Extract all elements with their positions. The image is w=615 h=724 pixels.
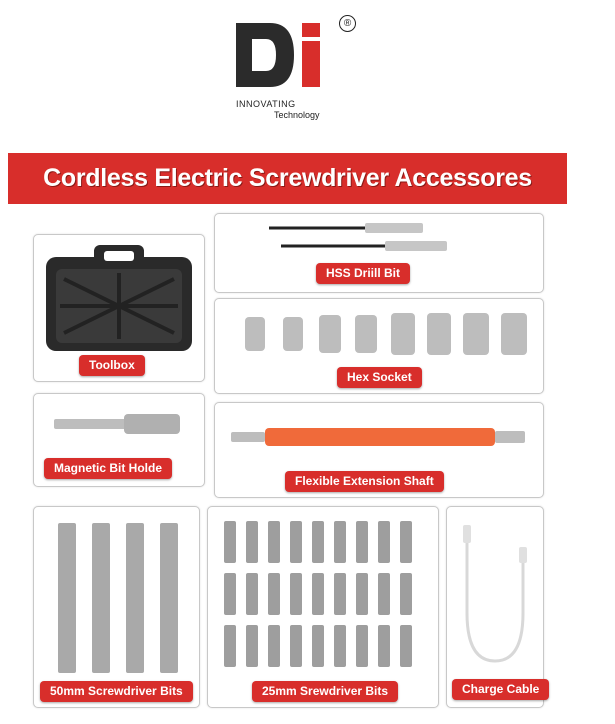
- page-title: Cordless Electric Screwdriver Accessores: [43, 164, 532, 192]
- panel-hex-socket: [214, 298, 544, 394]
- hex-sockets-image: [237, 311, 537, 357]
- panel-50mm-screwdriver-bits: [33, 506, 200, 708]
- panel-hss-drill-bit: [214, 213, 544, 293]
- 25mm-bits-image: [220, 517, 426, 673]
- label-charge-cable: Charge Cable: [452, 679, 549, 700]
- label-flexible-extension-shaft: Flexible Extension Shaft: [285, 471, 444, 492]
- title-banner: [8, 153, 567, 204]
- panel-flexible-extension-shaft: [214, 402, 544, 498]
- 50mm-bits-image: [54, 523, 184, 673]
- label-hss-drill-bit: HSS Driill Bit: [316, 263, 410, 284]
- panel-25mm-screwdriver-bits: [207, 506, 439, 708]
- label-hex-socket: Hex Socket: [337, 367, 422, 388]
- extension-shaft-image: [229, 423, 529, 451]
- bit-holder-image: [52, 412, 184, 436]
- panel-magnetic-bit-holder: [33, 393, 205, 487]
- drill-bits-image: [265, 220, 455, 256]
- toolbox-image: [44, 243, 194, 353]
- label-25mm-screwdriver-bits: 25mm Srewdriver Bits: [252, 681, 398, 702]
- logo-tagline-top: INNOVATING: [236, 99, 296, 109]
- label-50mm-screwdriver-bits: 50mm Screwdriver Bits: [40, 681, 193, 702]
- di-logo-mark: [236, 15, 336, 97]
- label-magnetic-bit-holder: Magnetic Bit Holde: [44, 458, 172, 479]
- panel-toolbox: [33, 234, 205, 382]
- brand-logo: [236, 15, 356, 125]
- charge-cable-image: [455, 521, 535, 671]
- registered-mark: ®: [339, 15, 356, 32]
- logo-tagline-bottom: Technology: [274, 110, 320, 120]
- panel-charge-cable: [446, 506, 544, 708]
- label-toolbox: Toolbox: [79, 355, 145, 376]
